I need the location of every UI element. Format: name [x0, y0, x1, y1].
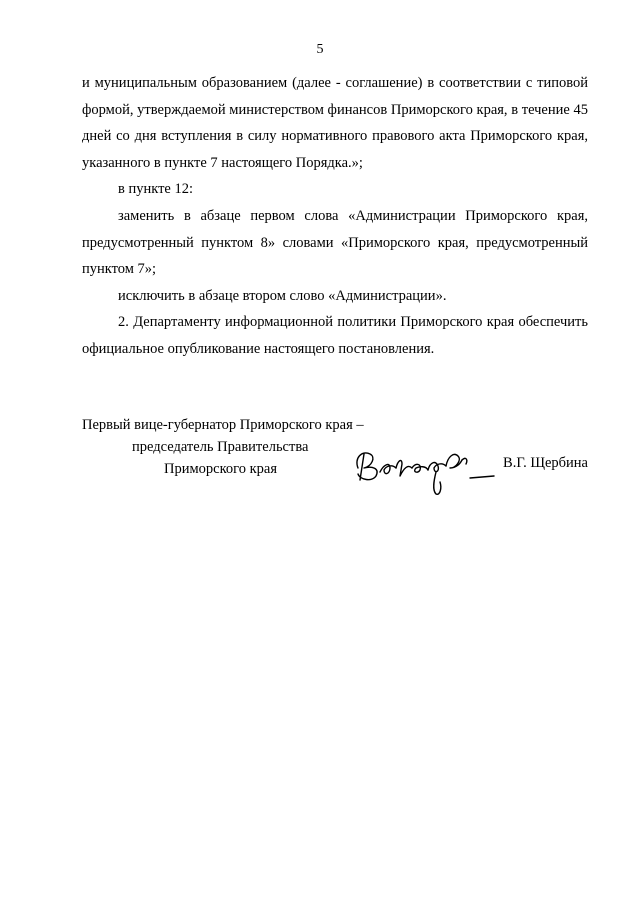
signatory-position-line3: Приморского края: [164, 461, 278, 477]
signatory-name: В.Г. Щербина: [503, 455, 588, 471]
paragraph-point-12: в пункте 12:: [118, 181, 194, 198]
document-body: [82, 70, 588, 363]
signature-block: [82, 414, 588, 494]
signatory-position-line1: Первый вице-губернатор Приморского края –: [82, 417, 364, 433]
paragraph-replace-words: заменить в абзаце первом слова «Администрации Приморского края, предусмотренный пунктом 8» словами «Приморского края, предусмотренный пунктом 7»;: [82, 207, 588, 278]
page-number: 5: [316, 42, 324, 57]
signatory-position-line2: председатель Правительства: [132, 439, 309, 455]
handwritten-signature: [350, 438, 496, 500]
paragraph-publication: 2. Департаменту информационной политики Приморского края обеспечить официальное опубликование настоящего постановления.: [82, 314, 588, 357]
paragraph-continuation: и муниципальным образованием (далее - соглашение) в соответствии с типовой формой, утверждаемой министерством финансов Приморского края, в течение 45 дней со дня вступления в силу нормативного правового акта Приморского края, указанного в пункте 7 настоящего Порядка.»;: [82, 75, 588, 171]
paragraph-exclude-word: исключить в абзаце втором слово «Администрации».: [118, 287, 447, 304]
